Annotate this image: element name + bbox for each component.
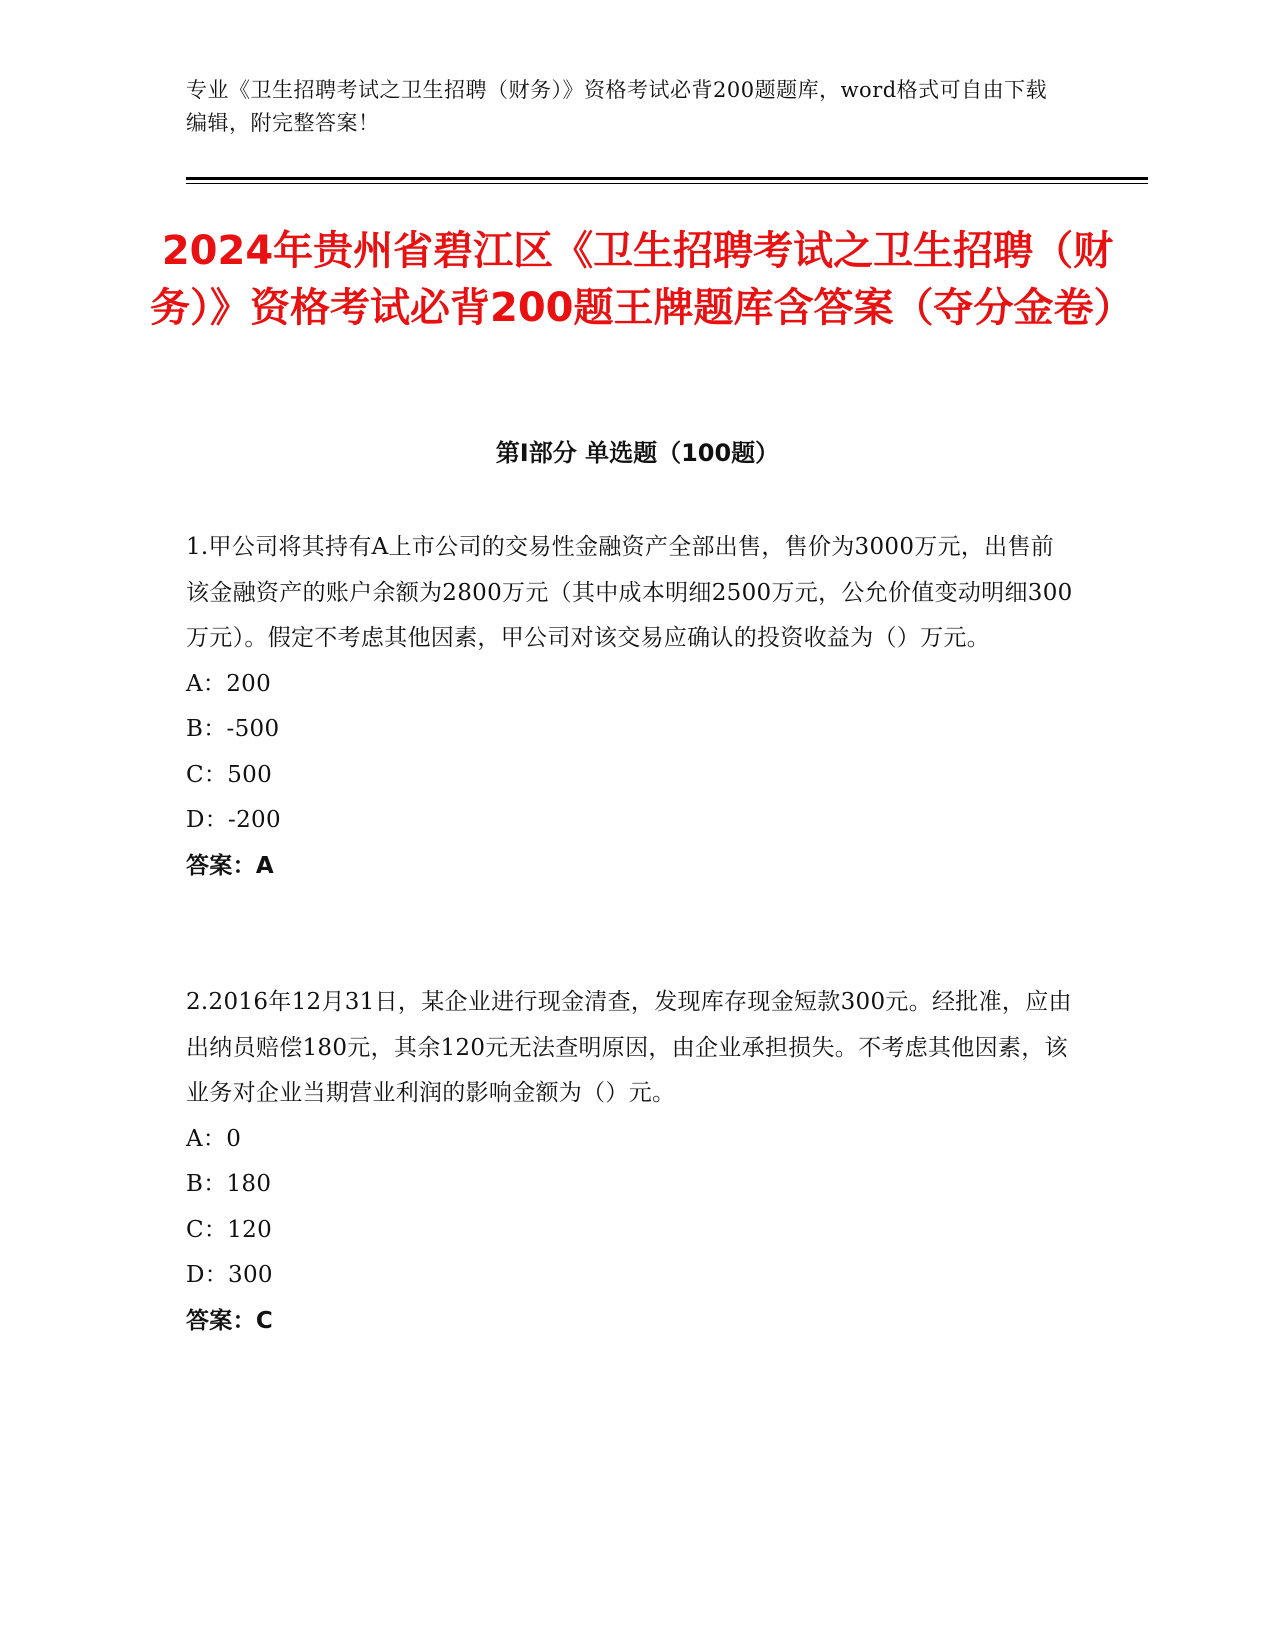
section-title: 第Ⅰ部分 单选题（100题） bbox=[495, 439, 780, 467]
question-item bbox=[186, 980, 1076, 1344]
document-title: 2024年贵州省碧江区《卫生招聘考试之卫生招聘（财务）》资格考试必背200题王牌题库含答案（夺分金卷） bbox=[150, 228, 1134, 331]
option-c: C：120 bbox=[186, 1216, 272, 1243]
question-item bbox=[186, 525, 1076, 889]
option-a: A：0 bbox=[186, 1125, 242, 1152]
header-divider-thin bbox=[186, 183, 1148, 184]
option-b: B：180 bbox=[186, 1171, 272, 1197]
answer-label: 答案：A bbox=[186, 852, 275, 879]
option-c: C：500 bbox=[186, 761, 272, 788]
option-a: A：200 bbox=[186, 670, 272, 697]
header-note: 专业《卫生招聘考试之卫生招聘（财务）》资格考试必背200题题库，word格式可自由下载编辑，附完整答案！ bbox=[186, 78, 1048, 135]
option-d: D：-200 bbox=[186, 807, 281, 833]
option-d: D：300 bbox=[186, 1262, 273, 1288]
answer-label: 答案：C bbox=[186, 1307, 274, 1334]
option-b: B：-500 bbox=[186, 716, 280, 742]
header-divider-thick bbox=[186, 177, 1148, 180]
question-text: 2.2016年12月31日，某企业进行现金清查，发现库存现金短款300元。经批准，应由出纳员赔偿180元，其余120元无法查明原因，由企业承担损失。不考虑其他因素，该业务对企业当期营业利润的影响金额为（）元。 bbox=[186, 989, 1072, 1106]
question-text: 1.甲公司将其持有A上市公司的交易性金融资产全部出售，售价为3000万元，出售前该金融资产的账户余额为2800万元（其中成本明细2500万元，公允价值变动明细300万元）。假定不考虑其他因素，甲公司对该交易应确认的投资收益为（）万元。 bbox=[186, 534, 1073, 651]
